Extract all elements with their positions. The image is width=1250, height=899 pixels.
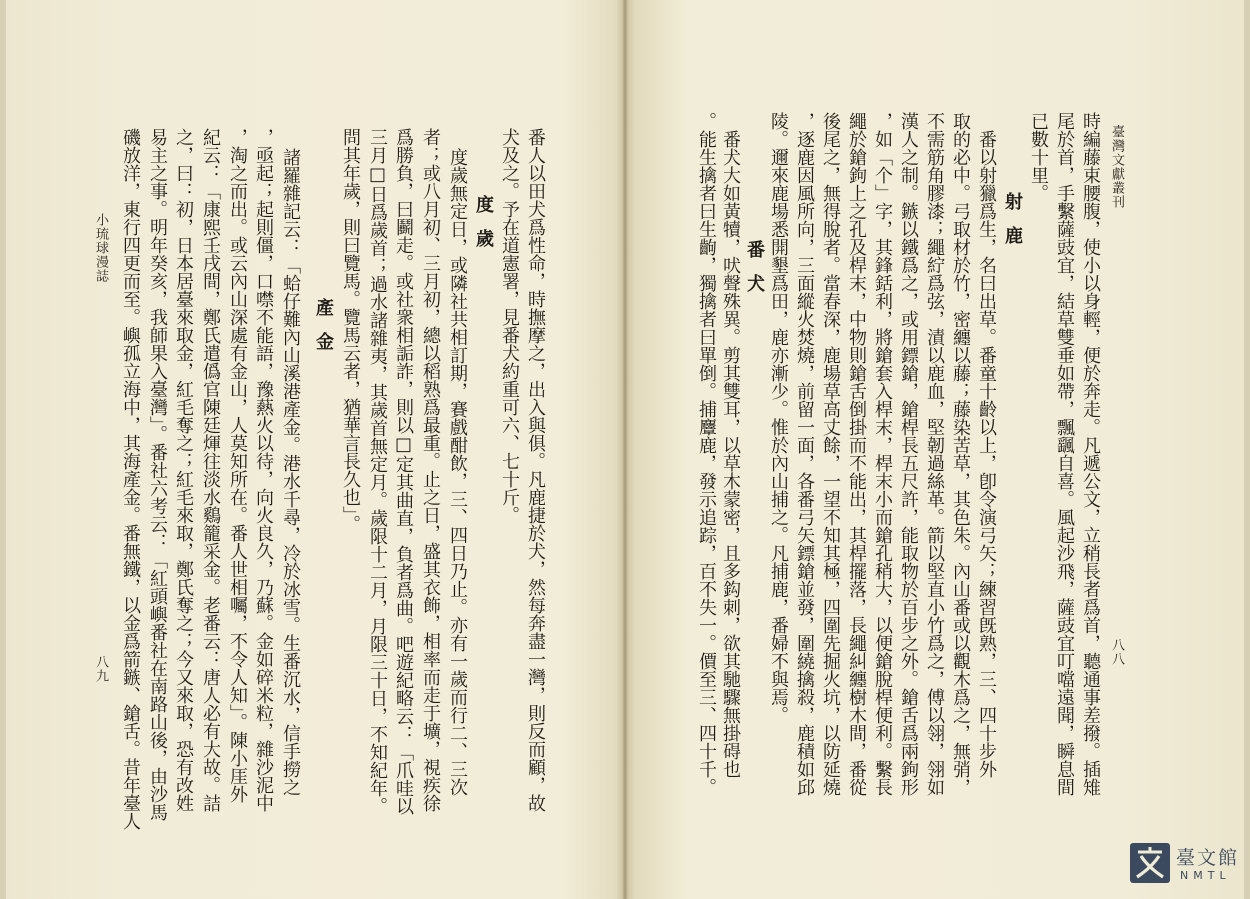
page-edge: [0, 0, 6, 899]
page-number: 八八: [1109, 638, 1124, 666]
text-column: ，亟起；起則僵，口噤不能語，豫爇火以待，向火良久，乃蘇。金如碎米粒，雜沙泥中: [253, 128, 274, 812]
text-column: 磯放洋，東行四更而至。嶼孤立海中，其海產金。番無鐵，以金爲箭鏃、鎗舌。昔年臺人: [120, 128, 141, 830]
section-heading: 度歲: [473, 195, 494, 263]
section-heading: 產金: [313, 298, 334, 366]
text-column: 。能生擒者曰生齣，獨擒者曰單倒。捕麞鹿，發示追踪，百不失一。價至三、四十千。: [696, 112, 717, 796]
text-column: 時編藤束腰腹，使小以身輕，便於奔走。凡遞公文，立稍長者爲首，聽通事差撥。插雉: [1080, 112, 1101, 796]
running-footer: 小琉球漫誌: [93, 213, 108, 283]
text-column: 三月□日爲歲首；過水諸雜夷，其歲首無定月。歲限十二月，月限三十日，不知紀年。: [367, 128, 388, 815]
text-column: 問其年歲，則曰覽馬。覽馬云者，猶華言長久也」。: [340, 128, 361, 533]
text-column: ，如「个」字，其鋒銛利，將鎗套入桿末，桿末小而鎗孔稍大，以便鎗脫桿便利。繫長: [872, 112, 893, 796]
text-column: 之，曰：初，日本居臺來取金，紅毛奪之；紅毛來取，鄭氏奪之；今又來取，恐有改姓: [173, 128, 194, 812]
text-column: 犬及之。予在道憲署，見番犬約重可六、七十斤。: [499, 128, 520, 524]
text-column: 易主之事。明年癸亥，我師果入臺灣」。番社六考云：「紅頭嶼番社在南路山後，由沙馬: [147, 128, 168, 821]
text-column: 爲勝負，曰鬬走。或社衆相詬詐，則以□定其曲直，負者爲曲。吧遊紀略云：「爪哇以: [393, 128, 414, 815]
watermark-abbr: NMTL: [1180, 869, 1231, 882]
watermark-name: 臺文館: [1176, 847, 1240, 869]
text-column: 取的必中。弓取材於竹，密纏以藤；藤染苦草，其色朱。內山番或以觀木爲之，無弰，: [950, 112, 971, 796]
text-column: ，淘之而出。或云內山深處有金山，人莫知所在。番人世相囑，不令人知」。陳小厓外: [227, 128, 248, 803]
text-column: 度歲無定日，或隣社共相訂期，賽戲酣飲，三、四日乃止。亦有一歲而行二、三次: [447, 148, 468, 796]
text-column: 尾於首，手繫薩豉宜，結草雙垂如帶，飄颻自喜。風起沙飛，薩豉宜叮噹遠聞，瞬息間: [1054, 112, 1075, 796]
page-edge: [1244, 0, 1250, 899]
text-column: 後尾之，無得脫者。當春深，鹿場草高丈餘，一望不知其極，四圍先掘火坑，以防延燒: [820, 112, 841, 796]
section-heading: 番犬: [744, 240, 765, 308]
section-heading: 射鹿: [1002, 192, 1023, 260]
running-header: 臺灣文獻叢刊: [1109, 125, 1124, 209]
text-column: 不需筋角膠漆；繩紵爲弦，漬以鹿血，堅韌過絲革。箭以堅直小竹爲之，傅以翎，翎如: [924, 112, 945, 796]
text-column: 者；或八月初、三月初，總以稻熟爲最重。止之日，盛其衣飾，相率而走于壙，視疾徐: [420, 128, 441, 812]
book-spine: [622, 0, 628, 899]
text-column: 諸羅雜記云：「蛤仔難內山溪港產金。港水千尋，冷於冰雪。生番沉水，信手撈之: [280, 148, 301, 796]
page-number: 八九: [93, 655, 108, 683]
text-column: 番犬大如黃犢，吠聲殊異。剪其雙耳，以草木蒙密，且多鈎刺，欲其馳驟無掛碍也: [720, 130, 741, 778]
text-column: 紀云：「康熙壬戌間，鄭氏遣僞官陳廷煇往淡水鷄籠采金。老番云：唐人必有大故。詰: [200, 128, 221, 812]
text-column: 繩於鎗鉤上之孔及桿末，中物則鎗舌倒掛而不能出，其桿擺落，長繩糾纏樹木間，番從: [846, 112, 867, 796]
text-column: 番人以田犬爲性命，時撫摩之，出入與俱。凡鹿捷於犬，然每奔盡一灣，則反而顧，故: [525, 128, 546, 812]
text-column: 番以射獵爲生，名曰出草。番童十齡以上，卽令演弓矢；練習旣熟，三、四十步外: [976, 130, 997, 778]
nmtl-logo-icon: [1130, 843, 1170, 883]
text-column: 陵。邇來鹿場悉開墾爲田，鹿亦漸少。惟於內山捕之。凡捕鹿，番婦不與焉。: [768, 112, 789, 724]
text-column: 漢人之制。鏃以鐵爲之，或用鏢鎗，鎗桿長五尺許，能取物於百步之外。鎗舌爲兩鉤形: [898, 112, 919, 796]
text-column: 已數十里。: [1028, 112, 1049, 202]
text-column: ，逐鹿因風所向，三面縱火焚燒，前留一面，各番弓矢鏢鎗並發，圍繞擒殺，鹿積如邱: [794, 112, 815, 796]
